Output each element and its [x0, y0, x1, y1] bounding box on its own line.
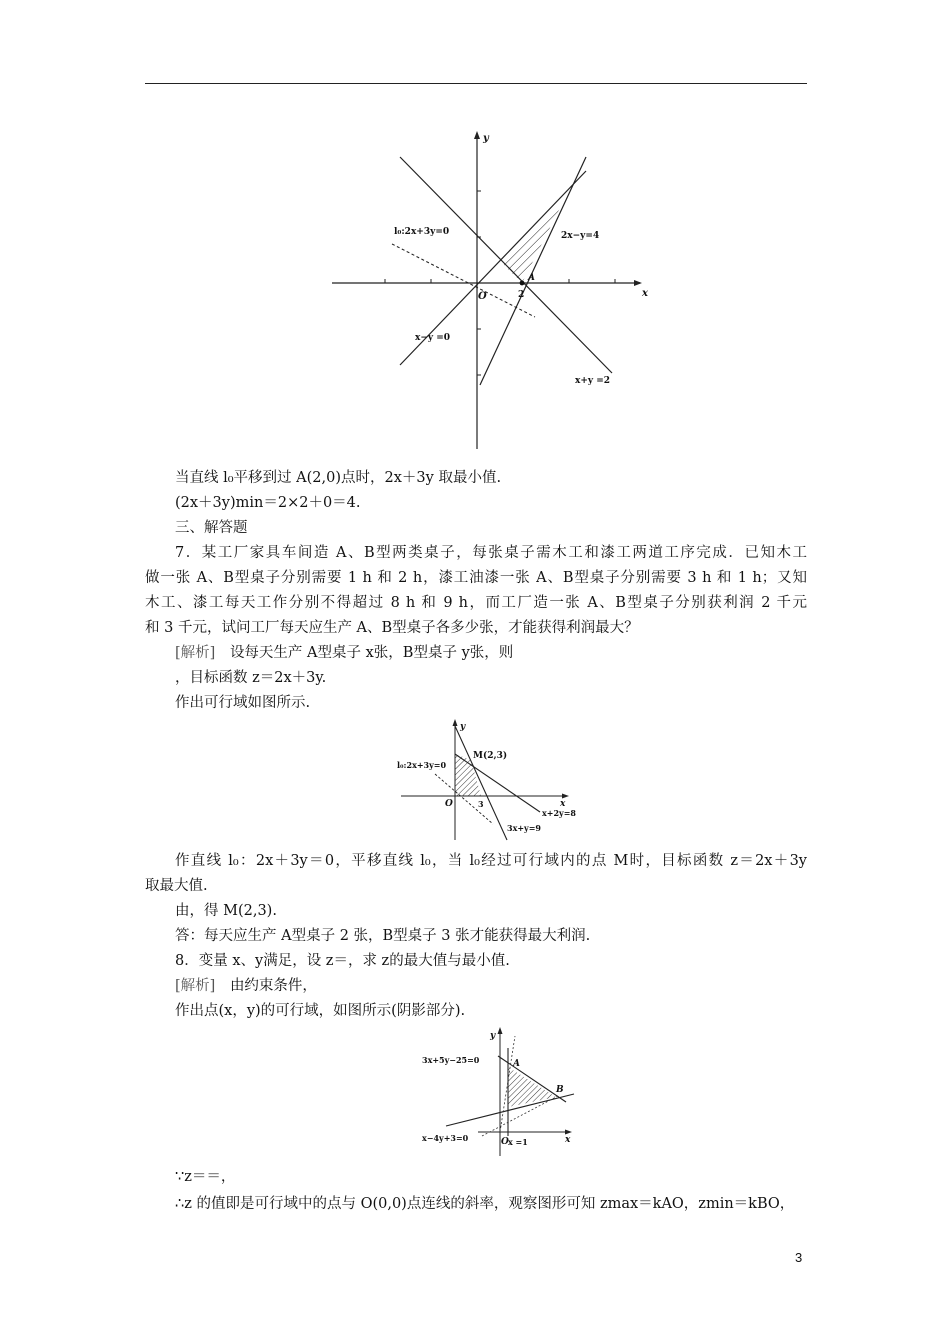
- fig1-line-2x-y-4-label: 2x−y=4: [561, 231, 600, 241]
- fig1-x-plus-y-label: x+y =2: [575, 376, 611, 386]
- fig2-l0-label: l₀:2x+3y=0: [397, 760, 447, 770]
- line-2x-minus-y-4: [480, 157, 586, 385]
- q7-line-2: 做一张 A、B型桌子分别需要 1 h 和 2 h，漆工油漆一张 A、B型桌子分别需要 3 h 和 1 h；又知: [145, 570, 807, 586]
- text-line-min-value: (2x＋3y)min＝2×2＋0＝4.: [175, 495, 361, 511]
- fig2-tick-3-label: 3: [478, 799, 484, 809]
- shaded-region: [508, 1067, 556, 1107]
- q7-line-4: 和 3 千元，试问工厂每天应生产 A、B型桌子各多少张，才能获得利润最大？: [145, 620, 639, 636]
- text-line-l0-min: 当直线 l₀平移到过 A(2,0)点时，2x＋3y 取最小值.: [175, 470, 502, 486]
- fig1-origin-label: O: [478, 291, 487, 302]
- fig3-x-1-label: x =1: [508, 1137, 528, 1147]
- a7-text: 设每天生产 A型桌子 x张，B型桌子 y张，则: [229, 645, 514, 661]
- figure-3-feasible-region: [418, 1024, 588, 1158]
- a7-line-1: [145, 644, 807, 662]
- fig3-3x-5y-25-label: 3x+5y−25=0: [422, 1055, 480, 1065]
- a7-tag: [解析]: [175, 645, 216, 661]
- fig3-point-b-label: B: [556, 1085, 564, 1095]
- fig1-tick-2-label: 2: [518, 290, 525, 300]
- a8-text: 由约束条件，: [229, 978, 317, 994]
- q8-line-1: 8．变量 x、y满足，设 z＝，求 z的最大值与最小值.: [175, 953, 510, 969]
- fig2-x-label: x: [560, 799, 566, 809]
- y-axis-arrow: [474, 131, 480, 139]
- a8-tag: [解析]: [175, 978, 216, 994]
- text-line-z-expression: ∵z＝＝，: [175, 1169, 236, 1185]
- shaded-region: [500, 202, 563, 283]
- y-axis-arrow: [453, 719, 458, 726]
- fig3-x-label: x: [565, 1135, 571, 1145]
- text-line-answer-7: 答：每天应生产 A型桌子 2 张，B型桌子 3 张才能获得最大利润.: [175, 928, 591, 944]
- a8-line-1: [145, 977, 807, 995]
- figure-2-feasible-region: [395, 716, 595, 842]
- text-line-max-value: 取最大值.: [145, 878, 208, 894]
- fig3-y-label: y: [490, 1031, 496, 1041]
- fig2-3x-y-9-label: 3x+y=9: [507, 823, 541, 833]
- header-rule: [145, 83, 807, 84]
- y-axis-arrow: [498, 1027, 503, 1034]
- figure-1-feasible-region: [330, 125, 660, 451]
- q7-line-3: 木工、漆工每天工作分别不得超过 8 h 和 9 h，而工厂造一张 A、B型桌子分别获利润 2 千元: [145, 595, 807, 611]
- x-axis-arrow: [634, 280, 642, 286]
- a7-line-3: 作出可行域如图所示.: [175, 695, 311, 711]
- fig2-y-label: y: [460, 722, 466, 732]
- fig2-x-2y-8-label: x+2y=8: [542, 808, 576, 818]
- x-axis-arrow: [565, 1130, 572, 1135]
- fig1-x-label: x: [642, 288, 648, 299]
- a8-line-2: 作出点(x，y)的可行域，如图所示(阴影部分).: [175, 1003, 466, 1019]
- text-line-l0-max: 作直线 l₀：2x＋3y＝0，平移直线 l₀，当 l₀经过可行域内的点 M时，目标函数 z＝2x＋3y: [175, 853, 807, 869]
- fig1-l0-label: l₀:2x+3y=0: [394, 227, 450, 237]
- a7-line-2: ，目标函数 z＝2x＋3y.: [175, 670, 327, 686]
- page-number: 3: [795, 1250, 803, 1265]
- fig2-origin-label: O: [445, 799, 453, 809]
- section-heading-answers: 三、解答题: [175, 520, 248, 536]
- text-line-solve-m: 由，得 M(2,3).: [175, 903, 277, 919]
- fig3-origin-label: O: [501, 1137, 509, 1147]
- q7-line-1: 7．某工厂家具车间造 A、B型两类桌子，每张桌子需木工和漆工两道工序完成．已知木工: [175, 545, 807, 561]
- fig3-x-4y-3-label: x−4y+3=0: [422, 1133, 469, 1143]
- x-axis-arrow: [562, 794, 569, 799]
- point-a-dot: [520, 281, 525, 286]
- fig1-point-a-label: A: [528, 273, 535, 283]
- text-line-slope: ∴z 的值即是可行域中的点与 O(0,0)点连线的斜率，观察图形可知 zmax＝kAO，zmin＝kBO，: [175, 1196, 795, 1212]
- fig1-y-label: y: [483, 133, 489, 144]
- fig1-x-minus-y-label: x−y =0: [415, 333, 451, 343]
- fig2-point-m-label: M(2,3): [473, 751, 508, 761]
- fig3-point-a-label: A: [513, 1059, 520, 1069]
